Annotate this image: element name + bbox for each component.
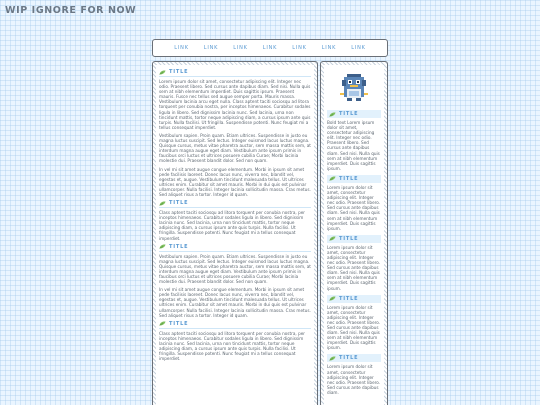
leaf-icon bbox=[159, 244, 166, 249]
section-heading bbox=[159, 200, 311, 208]
site-title: WIP IGNORE FOR NOW bbox=[5, 5, 137, 16]
nav-link-3[interactable]: LINK bbox=[233, 45, 248, 51]
leaf-icon bbox=[159, 201, 166, 206]
nav-link-7[interactable]: LINK bbox=[351, 45, 366, 51]
paragraph: Class aptent taciti sociosqu ad litora torquent per conubia nostra, per inceptos himenaeos. Curabitur sodales ligula in libero. Sed dignissim lacinia nunc. Sed lacinia, urna non tincidunt mattis, tortor neque adipiscing diam, a cursus ipsum ante quis turpis. Nulla facilisi. Ut fringilla. Suspendisse potenti. Nunc feugiat mi a tellus consequat imperdiet. bbox=[159, 330, 306, 362]
paragraph: In vel mi sit amet augue congue elementum. Morbi in ipsum sit amet pede facilisis laoreet. Donec lacus nunc, viverra nec, blandit vel, egestas et, augue. Vestibulum tincidunt malesuada tellus. Ut ultrices ultrices enim. Curabitur sit amet mauris. Morbi in dui quis est pulvinar ullamcorper. Nulla facilisi. Integer lacinia sollicitudin massa. Cras metus. Sed aliquet risus a tortor. Integer id quam. bbox=[159, 166, 311, 197]
leaf-icon bbox=[329, 176, 336, 181]
sidebar-section-heading bbox=[327, 295, 381, 303]
sidebar-section-heading bbox=[327, 110, 381, 118]
paragraph: Vestibulum sapien. Proin quam. Etiam ultrices. Suspendisse in justo eu magna luctus suscipit. Sed lectus. Integer euismod lacus luctus magna. Quisque cursus, metus vitae pharetra auctor, sem massa mattis sem, at interdum magna augue eget diam. Vestibulum ante ipsum primis in faucibus orci luctus et ultrices posuere cubilia Curae; Morbi lacinia molestie dui. Praesent blandit dolor. Sed non quam. bbox=[159, 132, 311, 164]
paragraph: In vel mi sit amet augue congue elementum. Morbi in ipsum sit amet pede facilisis laoreet. Donec lacus nunc, viverra nec, blandit vel, egestas et, augue. Vestibulum tincidunt malesuada tellus. Ut ultrices ultrices enim. Curabitur sit amet mauris. Morbi in dui quis est pulvinar ullamcorper. Nulla facilisi. Integer lacinia sollicitudin massa. Cras metus. Sed aliquet risus a tortor. Integer id quam. bbox=[159, 287, 311, 318]
section-heading bbox=[159, 244, 311, 252]
sidebar-section-title: TITLE bbox=[339, 355, 359, 362]
section-heading bbox=[159, 321, 311, 329]
sidebar[interactable] bbox=[324, 65, 384, 405]
sidebar-text: Lorem ipsum dolor sit amet, consectetur adipiscing elit. Integer nec odio. Praesent libero. Sed cursus ante dapibus diam. Sed nisi. Nulla quis sem at nibh elementum imperdiet. Duis sagittis ipsum. bbox=[327, 244, 381, 291]
nav-link-4[interactable]: LINK bbox=[262, 45, 278, 51]
top-nav bbox=[152, 39, 388, 57]
sidebar-section-title: TITLE bbox=[339, 295, 359, 302]
sidebar-section-heading bbox=[327, 175, 381, 183]
sidebar-text: Lorem ipsum dolor sit amet, consectetur adipiscing elit. Integer nec odio. Praesent libero. Sed cursus ante dapibus diam. Sed nisi. Nulla quis sem at nibh elementum imperdiet. Duis sagittis ipsum. bbox=[327, 184, 381, 231]
leaf-icon bbox=[329, 112, 336, 117]
nav-link-5[interactable]: LINK bbox=[292, 45, 307, 51]
main-content-frame bbox=[152, 61, 318, 405]
pixel-creature-icon bbox=[337, 71, 371, 105]
section-title: TITLE bbox=[169, 243, 189, 250]
leaf-icon bbox=[329, 296, 336, 301]
sidebar-section-title: TITLE bbox=[339, 175, 359, 182]
leaf-icon bbox=[159, 321, 166, 326]
paragraph: Vestibulum sapien. Proin quam. Etiam ultrices. Suspendisse in justo eu magna luctus suscipit. Sed lectus. Integer euismod lacus luctus magna. Quisque cursus, metus vitae pharetra auctor, sem massa mattis sem, at interdum magna augue eget diam. Vestibulum ante ipsum primis in faucibus orci luctus et ultrices posuere cubilia Curae; Morbi lacinia molestie dui. Praesent blandit dolor. Sed non quam. bbox=[159, 253, 311, 285]
avatar bbox=[327, 71, 381, 105]
sidebar-section-title: TITLE bbox=[339, 235, 359, 242]
nav-link-2[interactable]: LINK bbox=[203, 45, 219, 51]
leaf-icon bbox=[329, 356, 336, 361]
leaf-icon bbox=[159, 70, 166, 75]
section-title: TITLE bbox=[169, 69, 189, 75]
nav-link-1[interactable]: LINK bbox=[174, 45, 189, 51]
sidebar-text: Lorem ipsum dolor sit amet, consectetur adipiscing elit. Integer nec odio. Praesent libero. Sed cursus ante dapibus diam. Sed nisi. Nulla quis sem at nibh elementum imperdiet. Duis sagittis ipsum. bbox=[327, 304, 381, 351]
sidebar-section-title: TITLE bbox=[339, 111, 359, 117]
sidebar-text: Lorem ipsum dolor sit amet, consectetur adipiscing elit. Integer nec odio. Praesent libero. Sed cursus ante dapibus diam. bbox=[327, 364, 381, 395]
sidebar-frame bbox=[320, 61, 388, 405]
paragraph: Class aptent taciti sociosqu ad litora torquent per conubia nostra, per inceptos himenaeos. Curabitur sodales ligula in libero. Sed dignissim lacinia nunc. Sed lacinia, urna non tincidunt mattis, tortor neque adipiscing diam, a cursus ipsum ante quis turpis. Nulla facilisi. Ut fringilla. Suspendisse potenti. Nunc feugiat mi a tellus consequat imperdiet. bbox=[159, 210, 306, 241]
nav-link-6[interactable]: LINK bbox=[321, 45, 337, 51]
sidebar-section-heading bbox=[327, 235, 381, 243]
sidebar-section-heading bbox=[327, 354, 381, 362]
main-content[interactable] bbox=[156, 65, 314, 405]
paragraph: Lorem ipsum dolor sit amet, consectetur adipiscing elit. Integer nec odio. Praesent libero. Sed cursus ante dapibus diam. Sed nisi. Nulla quis sem at nibh elementum imperdiet. Duis sagittis ipsum. Praesent mauris. Fusce nec tellus sed augue semper porta. Mauris massa. Vestibulum lacinia arcu eget nulla. Class aptent taciti sociosqu ad litora torquent per conubia nostra, per inceptos himenaeos. Curabitur sodales ligula in libero. Sed dignissim lacinia nunc. Sed lacinia, urna non tincidunt mattis, tortor neque adipiscing diam, a cursus ipsum ante quis turpis. Nulla facilisi. Ut fringilla. Suspendisse potenti. Nunc feugiat mi a tellus consequat imperdiet. bbox=[159, 79, 311, 130]
section-title: TITLE bbox=[169, 200, 189, 207]
section-heading bbox=[159, 69, 311, 77]
leaf-icon bbox=[329, 236, 336, 241]
section-title: TITLE bbox=[169, 320, 189, 327]
sidebar-text: Bold text Lorem ipsum dolor sit amet, consectetur adipiscing elit. Integer nec odio. Praesent libero. Sed cursus ante dapibus diam. Sed nisi. Nulla quis sem at nibh elementum imperdiet. Duis sagittis ipsum. bbox=[327, 120, 380, 171]
